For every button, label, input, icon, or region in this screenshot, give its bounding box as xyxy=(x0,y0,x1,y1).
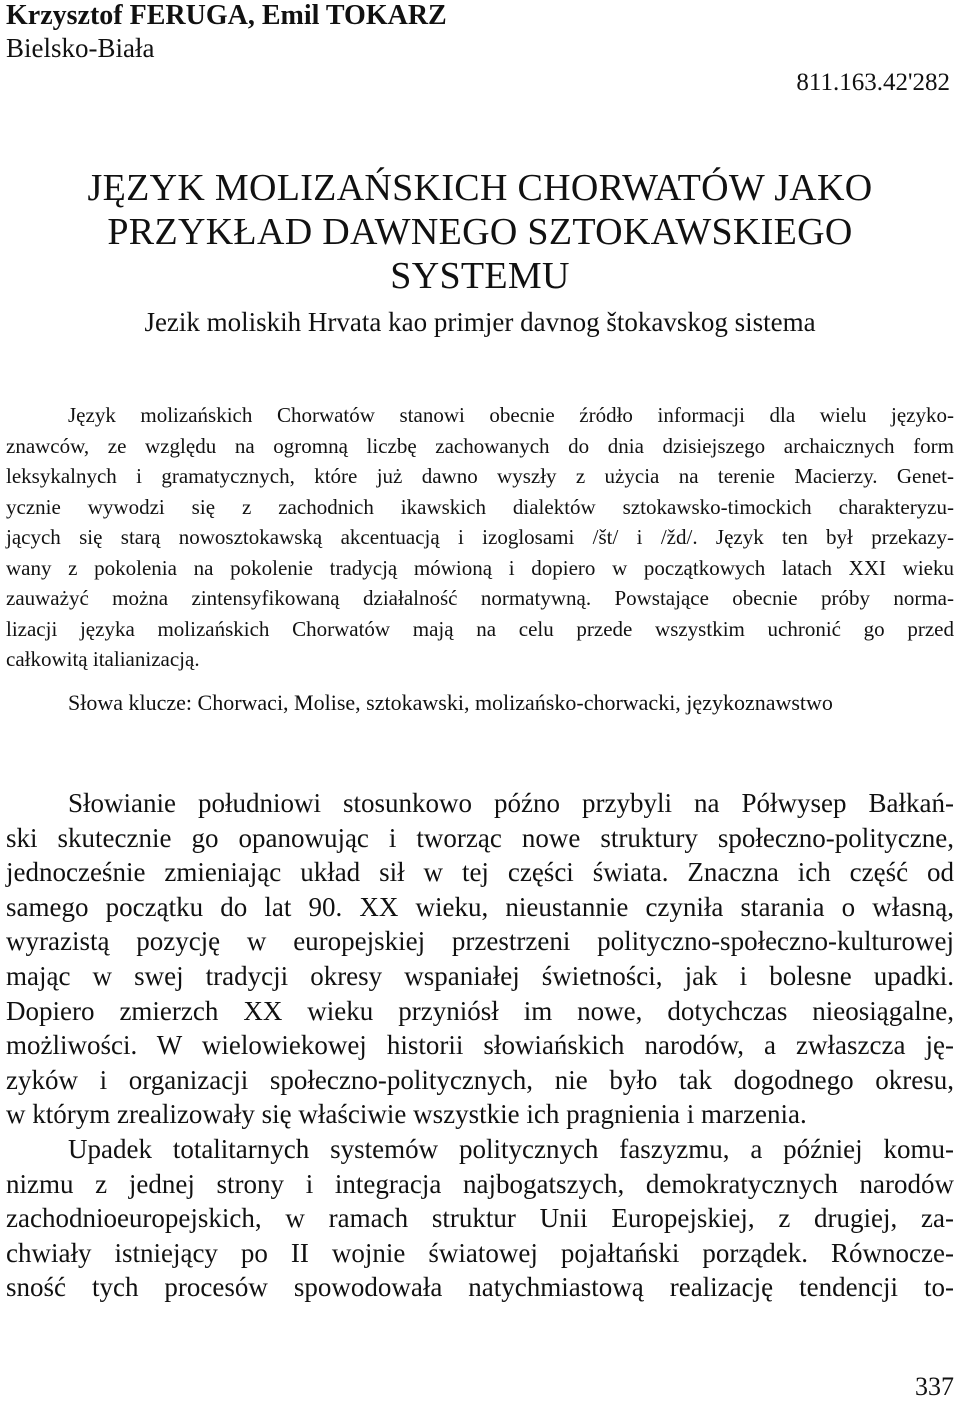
article-subtitle: Jezik moliskih Hrvata kao primjer davnog štokavskog sistema xyxy=(144,307,816,337)
body-line: w którym zrealizowały się właściwie wszystkie ich pragnienia i marzenia. xyxy=(6,1099,807,1130)
abstract-line: wany z pokolenia na pokolenie tradycją mówioną i dopiero w początkowych latach XXI wieku xyxy=(6,555,954,580)
abstract-line: lizacji języka molizańskich Chorwatów mają na celu przede wszystkim uchronić go przed xyxy=(6,616,954,641)
keywords xyxy=(68,688,833,718)
page-number: 337 xyxy=(915,1372,954,1401)
body-line: Dopiero zmierzch XX wieku przyniósł im nowe, dotychczas nieosiągalne, xyxy=(6,995,954,1026)
body-line: mając w swej tradycji okresy wspaniałej świetności, jak i bolesne upadki. xyxy=(6,960,954,991)
article-title-block xyxy=(0,166,960,342)
abstract-line: Język molizańskich Chorwatów stanowi obecnie źródło informacji dla wielu języko- xyxy=(68,403,954,427)
abstract-line: jących się starą nowosztokawską akcentuacją i izoglosami /št/ i /žd/. Język ten był przekazy- xyxy=(6,525,954,549)
body-line: ski skutecznie go opanowując i tworząc nowe struktury społeczno-polityczne, xyxy=(6,822,954,853)
body-line: sność tych procesów spowodowała natychmiastową realizację tendencji to- xyxy=(6,1272,954,1303)
body-line: możliwości. W wielowiekowej historii słowiańskich narodów, a zwłaszcza ję- xyxy=(6,1030,954,1061)
body-line: wyrazistą pozycję w europejskiej przestrzeni polityczno-społeczno-kulturowej xyxy=(6,926,954,957)
body-line: nizmu z jednej strony i integracja najbogatszych, demokratycznych narodów xyxy=(6,1168,954,1199)
abstract-line: znawców, ze względu na ogromną liczbę zachowanych do dnia dzisiejszego archaicznych form xyxy=(6,433,954,458)
keywords-text: Chorwaci, Molise, sztokawski, molizańsko-chorwacki, językoznawstwo xyxy=(197,690,833,715)
body-text xyxy=(6,786,954,1305)
abstract-line: zauważyć można zintensyfikowaną działalność normatywną. Powstające obecnie próby norma- xyxy=(6,586,954,610)
affiliation: Bielsko-Biała xyxy=(6,33,155,63)
body-line: Upadek totalitarnych systemów politycznych faszyzmu, a później komu- xyxy=(68,1133,954,1164)
title-line: SYSTEMU xyxy=(390,255,570,297)
abstract-line: ycznie wywodzi się z zachodnich ikawskich dialektów sztokawsko-timockich charakteryzu- xyxy=(6,494,954,519)
abstract-line: leksykalnych i gramatycznych, które już dawno wyszły z użycia na terenie Macierzy. Genet- xyxy=(6,464,954,488)
abstract-line: całkowitą italianizacją. xyxy=(6,647,200,671)
body-line: zachodnioeuropejskich, w ramach struktur Unii Europejskiej, z drugiej, za- xyxy=(6,1203,954,1234)
keywords-label: Słowa klucze: xyxy=(68,690,193,715)
body-line: zyków i organizacji społeczno-politycznych, nie było tak dogodnego okresu, xyxy=(6,1064,954,1095)
abstract xyxy=(6,400,954,675)
body-line: jednocześnie zmieniając układ sił w tej części świata. Znaczna ich część od xyxy=(6,857,954,888)
body-line: Słowianie południowi stosunkowo późno przybyli na Półwysep Bałkań- xyxy=(68,788,954,818)
body-line: samego początku do lat 90. XX wieku, nieustannie czyniła starania o własną, xyxy=(6,891,954,922)
body-line: chwiały istniejący po II wojnie światowej pojałtański porządek. Równocze- xyxy=(6,1237,954,1268)
udc-code: 811.163.42'282 xyxy=(796,69,950,96)
authors: Krzysztof FERUGA, Emil TOKARZ xyxy=(6,0,447,31)
title-line: PRZYKŁAD DAWNEGO SZTOKAWSKIEGO xyxy=(107,211,853,253)
title-line: JĘZYK MOLIZAŃSKICH CHORWATÓW JAKO xyxy=(87,167,873,209)
